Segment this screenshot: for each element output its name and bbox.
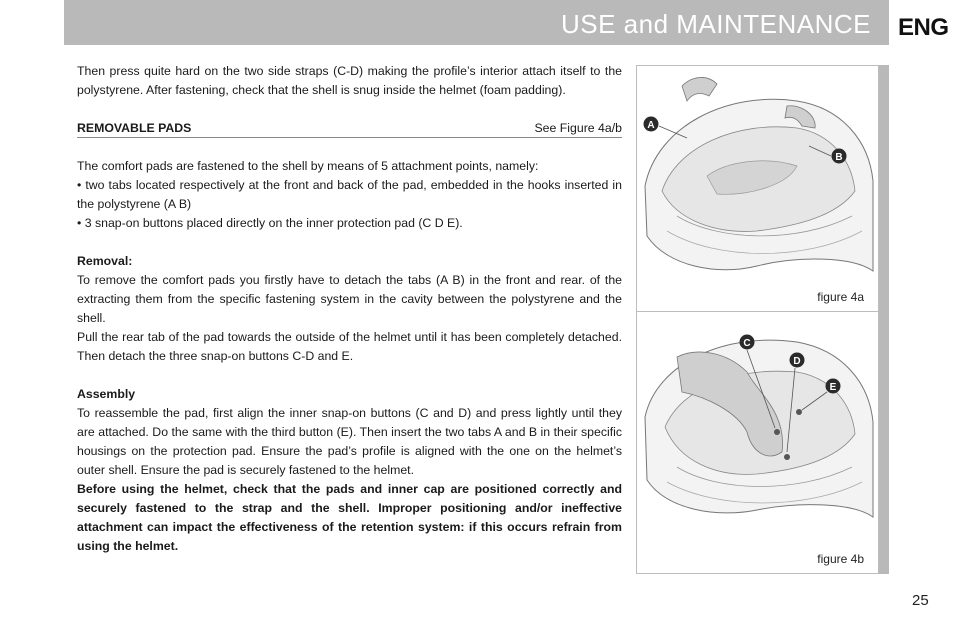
assembly-paragraph: To reassemble the pad, first align the inner snap-on buttons (C and D) and press lightly until they are attached. Do the same with the third button (E). Then insert the two tabs A and B in their specific housings on the protection pad. Ensure the pad’s profile is aligned with the one on the helmet’s outer shell. Ensure the pad is securely fastened to the helmet. [77,406,622,477]
helmet-illustration-4b [637,312,878,552]
figure-4a-caption: figure 4a [817,290,864,304]
pads-intro: The comfort pads are fastened to the shell by means of 5 attachment points, namely: [77,159,539,173]
figure-panel [636,65,879,574]
intro-paragraph: Then press quite hard on the two side straps (C-D) making the profile’s interior attach itself to the polystyrene. After fastening, check that the shell is snug inside the helmet (foam padding). [77,64,622,97]
page-number: 25 [912,592,929,609]
label-a: A [647,120,655,131]
main-text [77,62,622,556]
removal-heading: Removal: [77,254,133,268]
header-bar [64,0,889,45]
label-d: D [793,356,801,367]
label-e: E [829,382,837,393]
removal-paragraph: To remove the comfort pads you firstly have to detach the tabs (A B) in the front and rear. of the extracting them from the specific fastening system in the cavity between the polystyrene and the shell. [77,273,622,325]
helmet-illustration-4a [637,66,878,311]
removal-paragraph: Pull the rear tab of the pad towards the outside of the helmet until it has been completely detached. Then detach the three snap-on buttons C-D and E. [77,330,622,363]
language-tag: ENG [898,14,949,41]
assembly-heading: Assembly [77,387,136,401]
label-b: B [835,152,843,163]
figure-reference: See Figure 4a/b [534,121,622,135]
section-heading [77,119,622,138]
label-c: C [743,338,751,349]
pads-bullet: • two tabs located respectively at the front and back of the pad, embedded in the hooks inserted in the polystyrene (A B) [77,178,622,211]
figure-4b-caption: figure 4b [817,552,864,566]
pads-bullet: • 3 snap-on buttons placed directly on the inner protection pad (C D E). [77,216,463,230]
section-title: REMOVABLE PADS [77,121,192,135]
safety-warning: Before using the helmet, check that the pads and inner cap are positioned correctly and securely fastened to the strap and the shell. Improper positioning and/or ineffective attachment can impact the effectiveness of the retention system: if this occurs refrain from using the helmet. [77,482,622,553]
page-title: USE and MAINTENANCE [560,9,871,39]
